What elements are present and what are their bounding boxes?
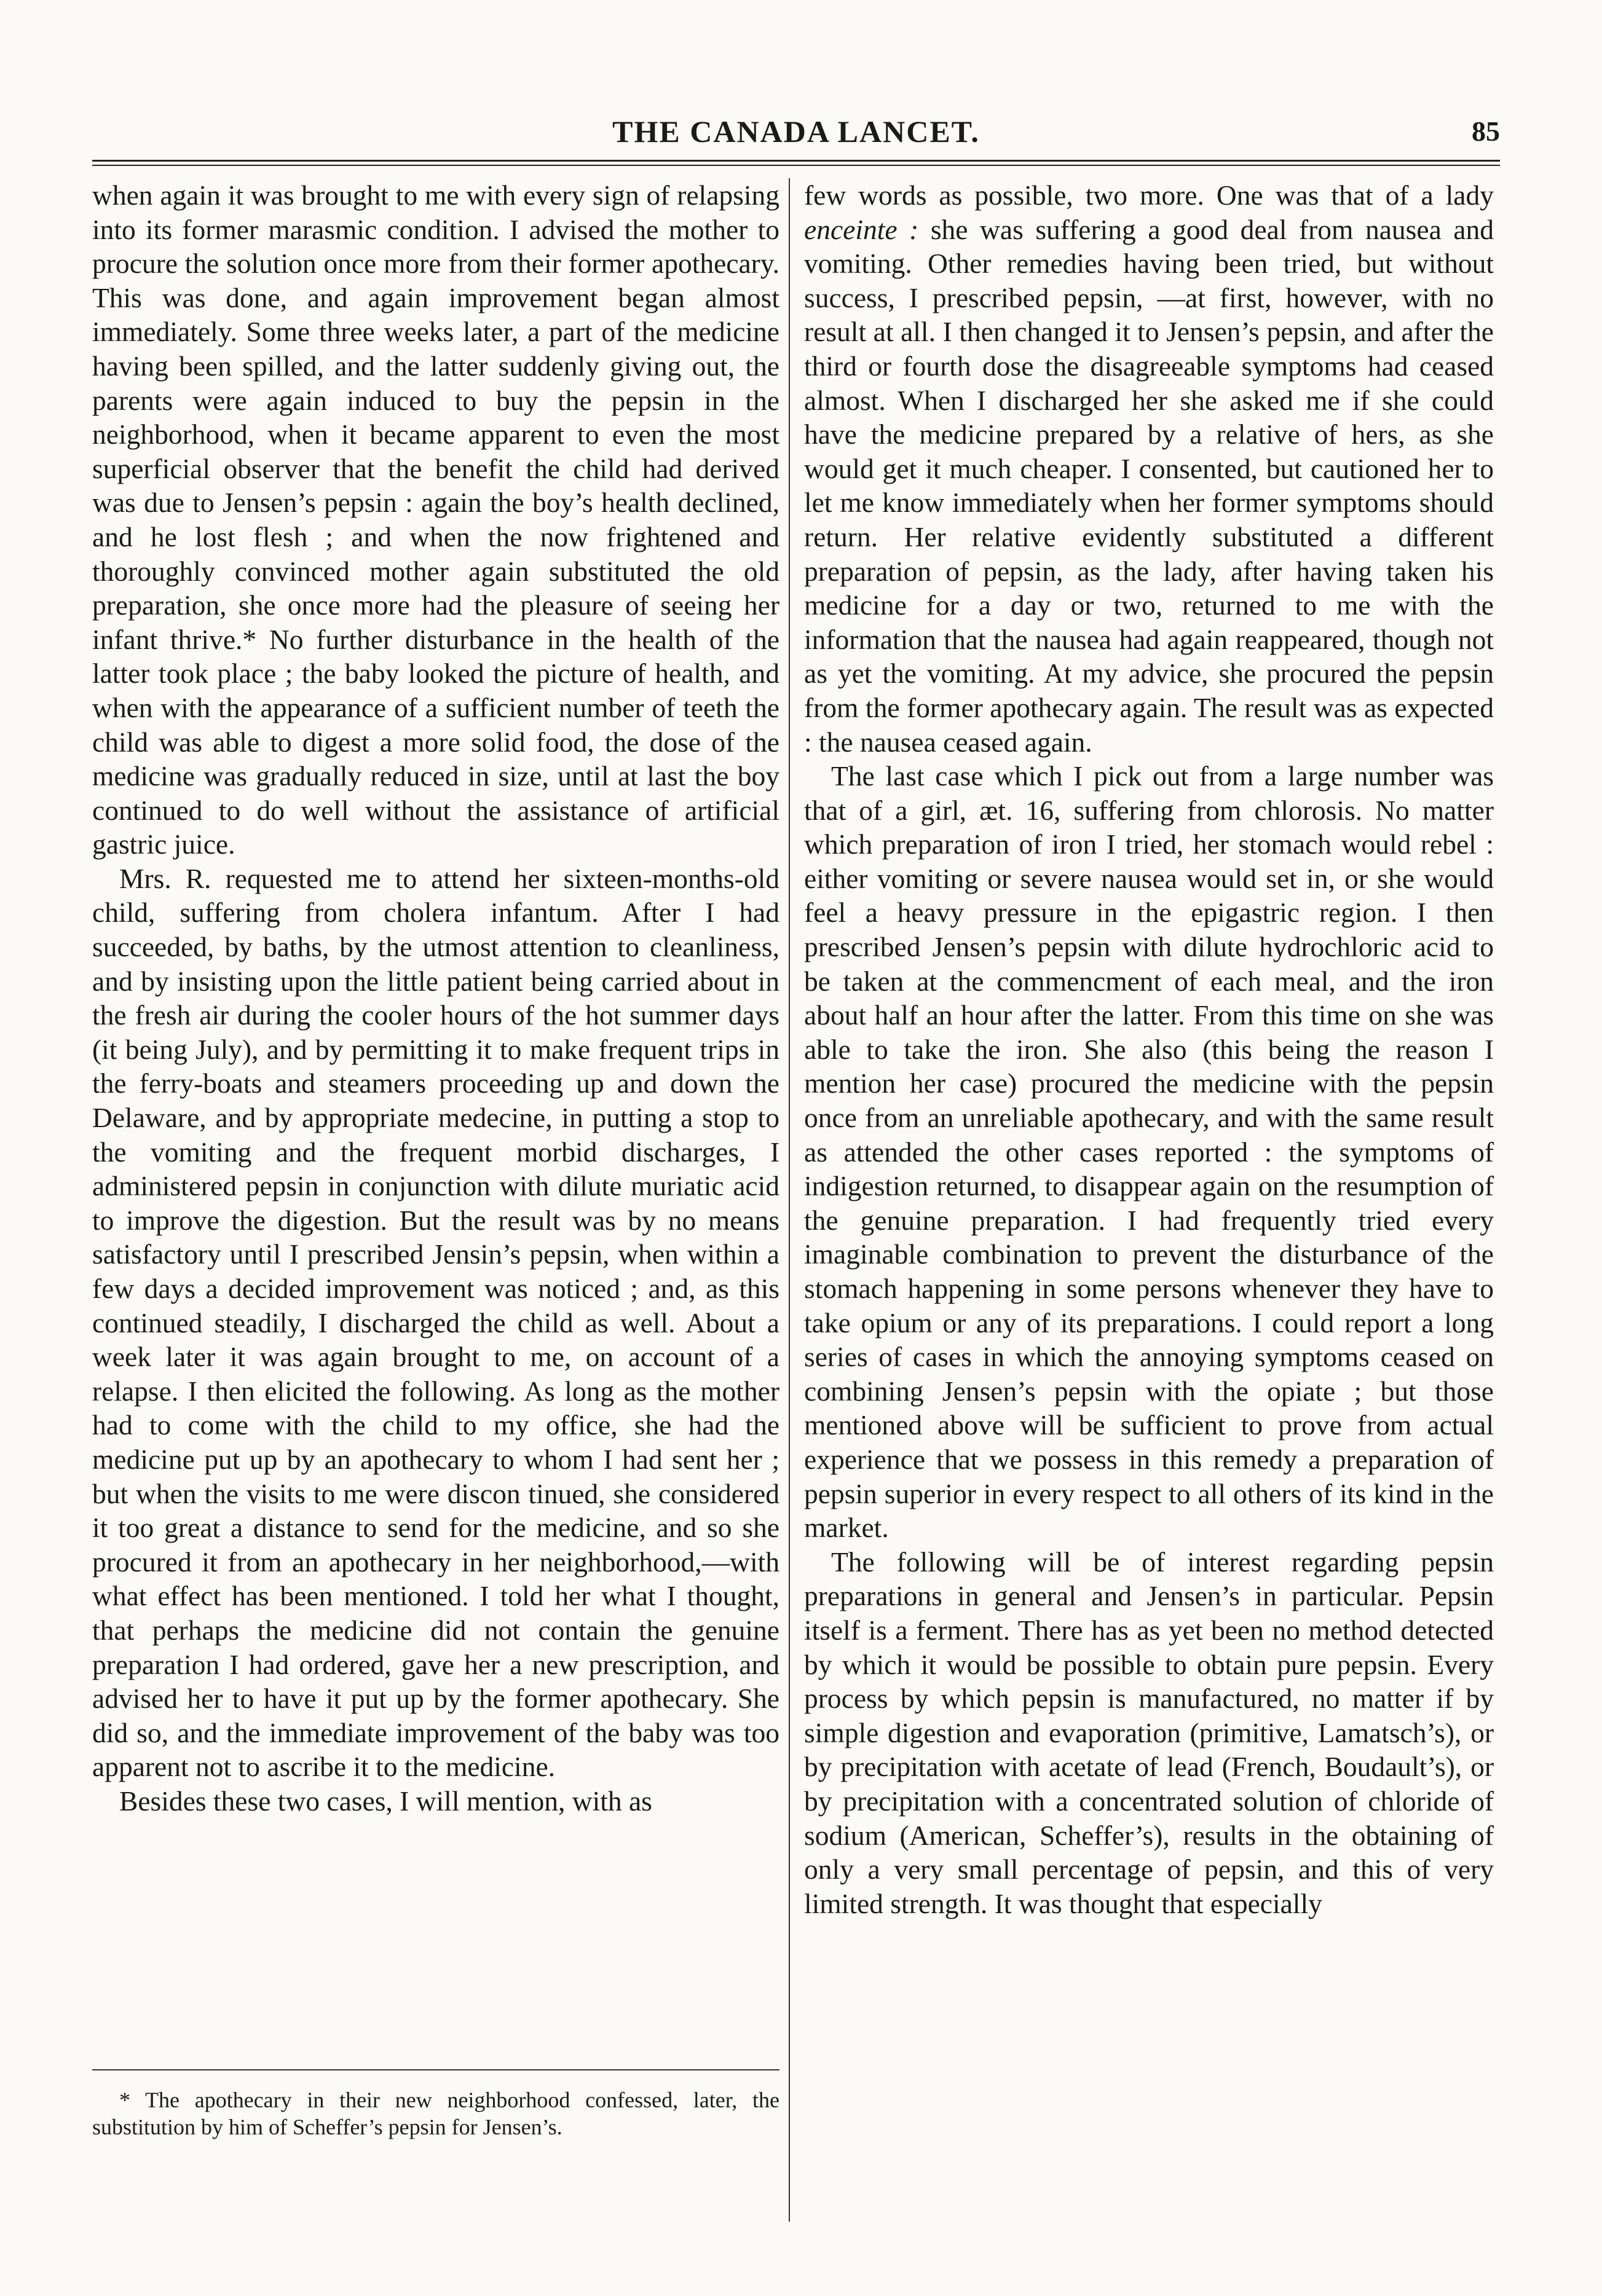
right-paragraph-2: The last case which I pick out from a large number was that of a girl, æt. 16, suffering from chlorosis. No matter which preparation of iron I tried, her stomach would rebel : either vomiting or severe nausea would set in, or she would feel a heavy pressure in the epigastric region. I then prescribed Jensen’s pepsin with dilute hydrochloric acid to be taken at the commencment of each meal, and the iron about half an hour after the latter. From this time on she was able to take the iron. She also (this being the reason I mention her case) procured the medicine with the pepsin once from an unreliable apothecary, and with the same result as attended the other cases reported : the symptoms of indigestion returned, to disappear again on the resumption of the genuine preparation. I had frequently tried every imaginable combination to prevent the disturbance of the stomach happening in some persons whenever they have to take opium or any of its preparations. I could report a long series of cases in which the annoying symptoms ceased on combining Jensen’s pepsin with the opiate ; but those mentioned above will be sufficient to prove from actual experience that we possess in this remedy a preparation of pepsin superior in every respect to all others of its kind in the market. [804, 760, 1494, 1544]
page-number: 85 [1472, 116, 1500, 147]
journal-title: THE CANADA LANCET. [612, 114, 980, 149]
right-paragraph-1-rest: she was suffering a good deal from nausea and vomiting. Other remedies having been tried, but without success, I prescribed pepsin, —at first, however, with no result at all. I then changed it to Jensen’s pepsin, and after the third or fourth dose the disagreeable symptoms had ceased almost. When I discharged her she asked me if she could have the medicine prepared by a relative of hers, as she would get it much cheaper. I consented, but cautioned her to let me know immediately when her former symptoms should return. Her relative evidently substituted a different preparation of pepsin, as the lady, after having taken his medicine for a day or two, returned to me with the information that the nausea had again reappeared, though not as yet the vomiting. At my advice, she procured the pepsin from the former apothecary again. The result was as expected : the nausea ceased again. [804, 213, 1494, 758]
footnote: * The apothecary in their new neighborhood confessed, later, the substitution by him of Scheffer’s pepsin for Jensen’s. [92, 2088, 779, 2139]
left-paragraph-3: Besides these two cases, I will mention, with as [119, 1785, 652, 1817]
header-rule-bottom [92, 165, 1500, 166]
left-paragraph-1: when again it was brought to me with every sign of relapsing into its former marasmic condition. I advised the mother to procure the solution once more from their former apothecary. This was done, and again improvement began almost immediately. Some three weeks later, a part of the medicine having been spilled, and the latter suddenly giving out, the parents were again induced to buy the pepsin in the neighborhood, when it became apparent to even the most superficial observer that the benefit the child had derived was due to Jensen’s pepsin : again the boy’s health declined, and he lost flesh ; and when the now frightened and thoroughly convinced mother again substituted the old preparation, she once more had the pleasure of seeing her infant thrive.* No further disturbance in the health of the latter took place ; the baby looked the picture of health, and when with the appearance of a sufficient number of teeth the child was able to digest a more solid food, the dose of the medicine was gradually reduced in size, until at last the boy continued to do well without the assistance of artificial gastric juice. [92, 179, 779, 860]
right-paragraph-1 [804, 178, 1494, 759]
right-paragraph-1-start: few words as possible, two more. One was that of a lady [804, 179, 1494, 211]
header-rule-top [92, 160, 1500, 162]
column-divider [789, 178, 790, 2222]
right-paragraph-3: The following will be of interest regarding pepsin preparations in general and Jensen’s in particular. Pepsin itself is a ferment. There has as yet been no method detected by which it would be possible to obtain pure pepsin. Every process by which pepsin is manufactured, no matter if by simple digestion and evaporation (primitive, Lamatsch’s), or by precipitation with acetate of lead (French, Boudault’s), or by precipitation with a concentrated solution of chloride of sodium (American, Scheffer’s), results in the obtaining of only a very small percentage of pepsin, and this of very limited strength. It was thought that especially [804, 1546, 1494, 1919]
left-paragraph-2: Mrs. R. requested me to attend her sixteen-months-old child, suffering from cholera infantum. After I had succeeded, by baths, by the utmost attention to cleanliness, and by insisting upon the little patient being carried about in the fresh air during the cooler hours of the hot summer days (it being July), and by permitting it to make frequent trips in the ferry-boats and steamers proceeding up and down the Delaware, and by appropriate medecine, in putting a stop to the vomiting and the frequent morbid discharges, I administered pepsin in conjunction with dilute muriatic acid to improve the digestion. But the result was by no means satisfactory until I prescribed Jensin’s pepsin, when within a few days a decided improvement was noticed ; and, as this continued steadily, I discharged the child as well. About a week later it was again brought to me, on account of a relapse. I then elicited the following. As long as the mother had to come with the child to my office, she had the medicine put up by an apothecary to whom I had sent her ; but when the visits to me were discon tinued, she considered it too great a distance to send for the medicine, and so she procured it from an apothecary in her neighborhood,—with what effect has been mentioned. I told her what I thought, that perhaps the medicine did not contain the genuine preparation I had ordered, gave her a new prescription, and advised her to have it put up by the former apothecary. She did so, and the immediate improvement of the baby was too apparent not to ascribe it to the medicine. [92, 862, 779, 1783]
running-header [92, 114, 1500, 157]
left-column [92, 178, 779, 1818]
enceinte-italic: enceinte : [804, 213, 919, 245]
right-column [804, 178, 1494, 1921]
footnote-rule [92, 2069, 779, 2070]
